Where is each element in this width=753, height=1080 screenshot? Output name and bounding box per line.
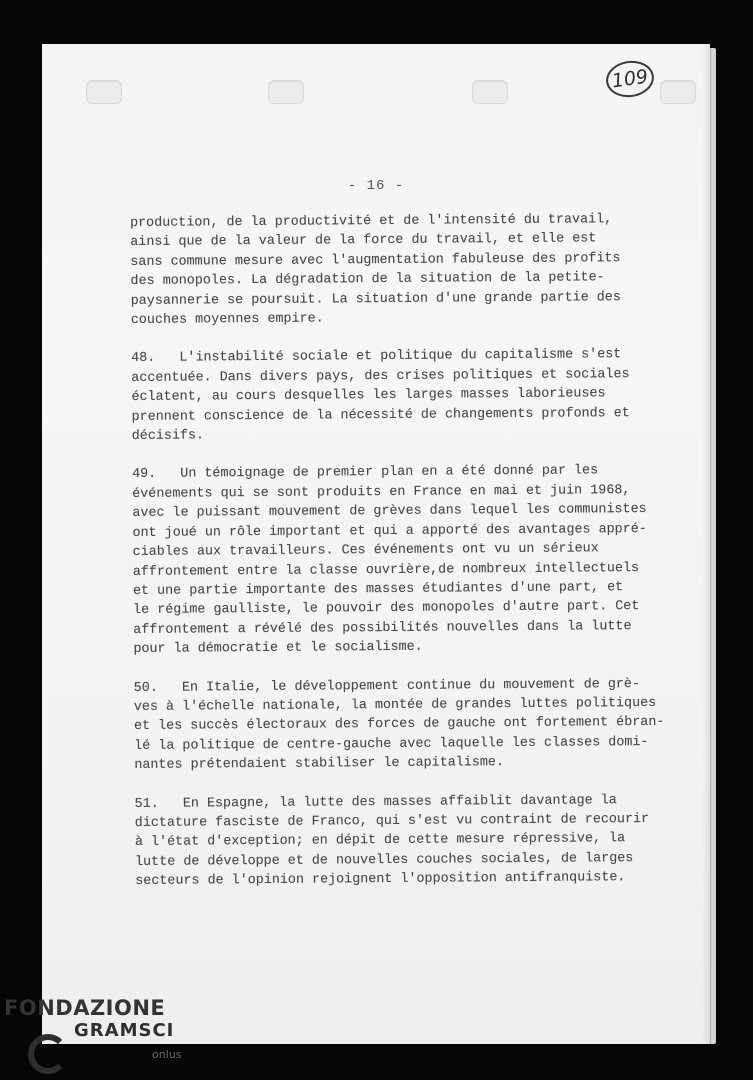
- text-line: avec le puissant mouvement de grèves dans lequel les communistes: [132, 502, 647, 522]
- logo-text-onlus: onlus: [152, 1048, 182, 1061]
- text-line: et les succès électoraux des forces de gauche ont fortement ébran-: [133, 715, 665, 735]
- text-line: ont joué un rôle important et qui a apporté des avantages appré-: [132, 521, 647, 541]
- text-line: et une partie importante des masses étudiantes d'une part, et: [132, 580, 624, 599]
- binding-clip-mark: [660, 80, 696, 104]
- text-line: accentuée. Dans divers pays, des crises politiques et sociales: [131, 366, 630, 386]
- document-body: [130, 210, 665, 911]
- binding-clip-mark: [86, 80, 122, 104]
- text-line: 50. En Italie, le développement continue du mouvement de grè-: [133, 676, 641, 696]
- text-line: 49. Un témoignage de premier plan en a été donné par les: [131, 463, 599, 483]
- text-line: couches moyennes empire.: [130, 311, 324, 329]
- text-line: affrontement entre la classe ouvrière,de nombreux intellectuels: [132, 560, 640, 580]
- text-line: prennent conscience de la nécessité de changements profonds et: [131, 405, 630, 425]
- text-line: ves à l'échelle nationale, la montée de grandes luttes politiques: [133, 695, 657, 715]
- binding-clip-mark: [472, 80, 508, 104]
- text-line: lutte de développe et de nouvelles couches sociales, de larges: [135, 850, 634, 870]
- paragraph-p50: [133, 674, 665, 775]
- binding-clip-mark: [268, 80, 304, 104]
- paragraph-p49: [132, 461, 654, 659]
- text-line: paysannerie se poursuit. La situation d'une grande partie des: [130, 289, 621, 309]
- text-line: nantes prétendaient stabiliser le capitalisme.: [134, 755, 505, 774]
- text-line: lé la politique de centre-gauche avec laquelle les classes domi-: [134, 734, 649, 754]
- text-line: ciables aux travailleurs. Ces événements ont vu un sérieux: [132, 541, 599, 561]
- text-line: le régime gaulliste, le pouvoir des monopoles d'autre part. Cet: [133, 599, 640, 619]
- text-line: sans commune mesure avec l'augmentation fabuleuse des profits: [130, 250, 621, 270]
- text-line: 51. En Espagne, la lutte des masses affaiblit davantage la: [134, 792, 617, 812]
- paragraph-p48: [131, 345, 652, 446]
- logo-text-fondazione: FONDAZIONE: [4, 996, 166, 1020]
- gramsci-g-icon: [28, 1034, 68, 1074]
- page-number: - 16 -: [347, 178, 405, 194]
- text-line: pour la démocratie et le socialisme.: [133, 639, 423, 658]
- logo-text-gramsci: GRAMSCI: [74, 1020, 175, 1041]
- paragraph-p51: [135, 790, 656, 891]
- fondazione-gramsci-logo: [4, 996, 194, 1080]
- paragraph-intro: [130, 210, 651, 331]
- text-line: événements qui se sont produits en France en mai et juin 1968,: [132, 482, 631, 502]
- text-line: éclatent, au cours desquelles les larges masses laborieuses: [131, 386, 606, 406]
- text-line: secteurs de l'opinion rejoignent l'opposition antifranquiste.: [135, 870, 626, 890]
- text-line: 48. L'instabilité sociale et politique du capitalisme s'est: [131, 347, 622, 367]
- text-line: ainsi que de la valeur de la force du travail, et elle est: [130, 231, 597, 251]
- text-line: à l'état d'exception; en dépit de cette mesure répressive, la: [134, 831, 626, 851]
- archive-stamp-number: 109: [604, 58, 657, 100]
- text-line: des monopoles. La dégradation de la situation de la petite-: [130, 270, 605, 290]
- text-line: affrontement a révélé des possibilités nouvelles dans la lutte: [133, 618, 632, 638]
- text-line: dictature fasciste de Franco, qui s'est vu contraint de recourir: [134, 811, 650, 831]
- text-line: décisifs.: [131, 428, 205, 445]
- text-line: production, de la productivité et de l'intensité du travail,: [130, 212, 613, 231]
